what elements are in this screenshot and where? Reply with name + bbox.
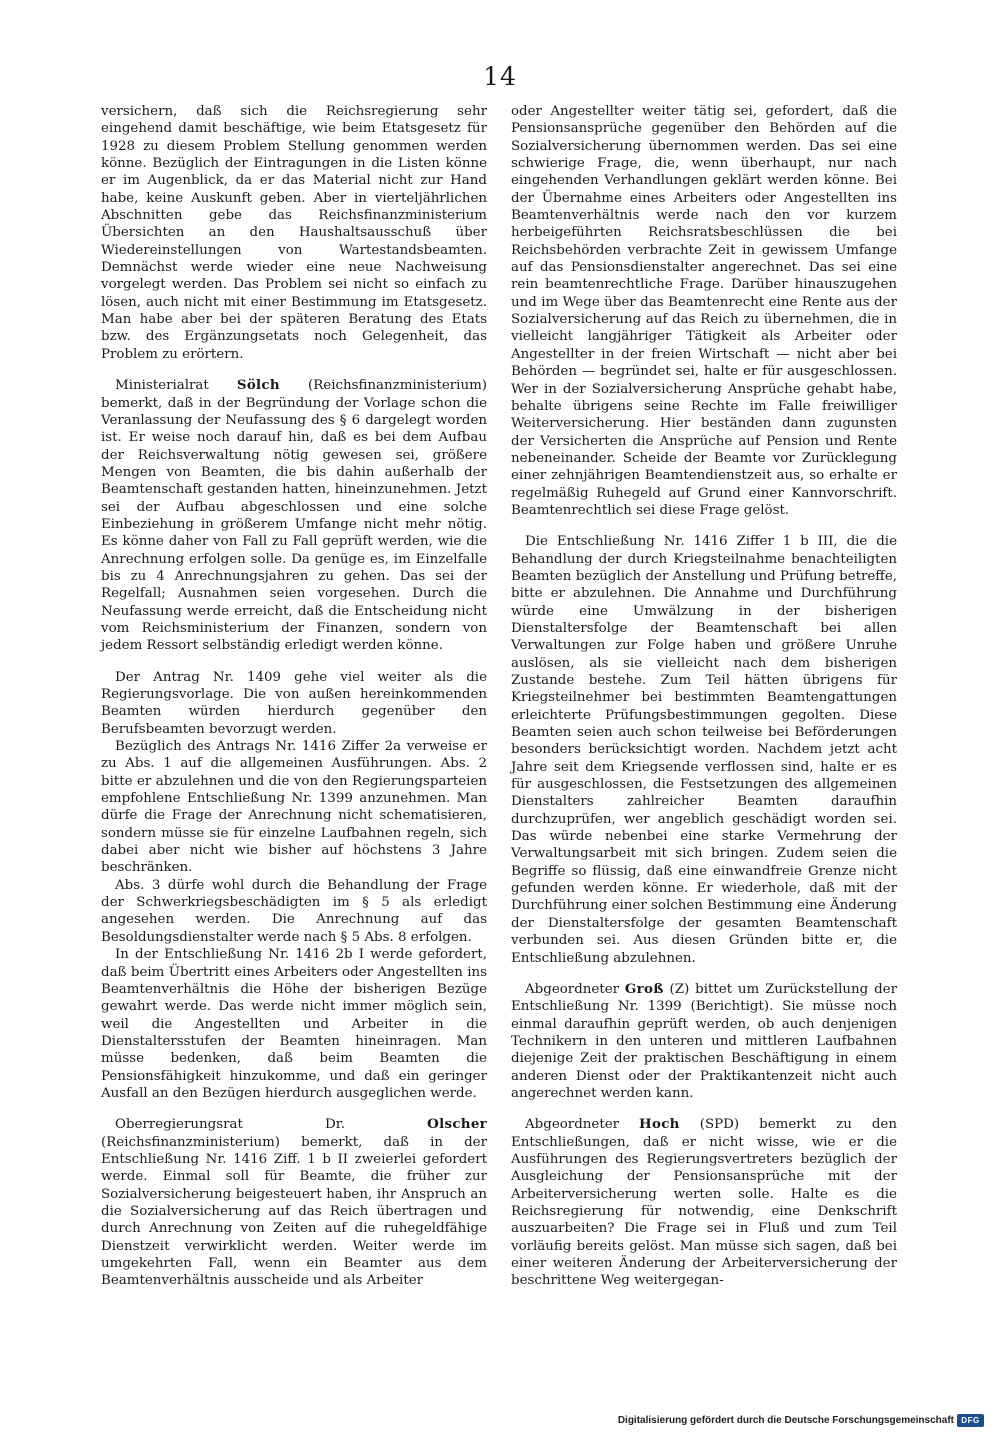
speaker-name: Olscher	[427, 1116, 487, 1133]
text-run: Abgeordneter	[525, 981, 625, 997]
left-column	[101, 103, 487, 1290]
right-column	[511, 103, 897, 1290]
digitization-footer	[584, 1414, 984, 1428]
text-run: (Z) bittet um Zurückstellung der Entschließung Nr. 1399 (Berichtigt). Sie müsse noch einmal daraufhin geprüft werden, ob auch denjenigen Technikern in den unteren und mittleren Laufbahnen diejenige Zeit der praktischen Beschäftigung in einem anderen Dienst oder der Praktikantenzeit nicht auch angerechnet werden kann.	[511, 981, 897, 1101]
paragraph-hoch	[511, 1116, 897, 1289]
text-run: (Reichsfinanzministerium) bemerkt, daß in der Begründung der Vorlage schon die Veranlassung der Neufassung des § 6 dargelegt worden ist. Er weise noch darauf hin, daß es bei dem Aufbau der Reichsverwaltung nötig gewesen sei, größere Mengen von Beamten, die bis dahin außerhalb der Beamtenschaft gestanden hatten, hineinzunehmen. Jetzt sei der Aufbau abgeschlossen und eine solche Einbeziehung in größerem Umfange nicht mehr nötig. Es könne daher von Fall zu Fall geprüft werden, wie die Anrechnung erfolgen solle. Da genüge es, im Einzelfalle bis zu 4 Anrechnungsjahren zu gehen. Das sei der Regelfall; Ausnahmen seien vorgesehen. Durch die Neufassung werde erreicht, daß die Entscheidung nicht vom Reichsministerium der Finanzen, sondern von jedem Ressort selbständig erledigt werden könne.	[101, 378, 487, 654]
dfg-logo-icon: DFG	[957, 1414, 984, 1427]
speaker-name: Groß	[624, 980, 664, 997]
paragraph: Die Entschließung Nr. 1416 Ziffer 1 b III, die die Behandlung der durch Kriegsteilnahme benachteiligten Beamten bezüglich der Anstellung und Prüfung betreffe, bitte er abzulehnen. Die Annahme und Durchführung würde eine Umwälzung in der bisherigen Dienstaltersfolge der Beamtenschaft bei allen Verwaltungen zur Folge haben und größere Unruhe auslösen, als sie vielleicht nach dem bisherigen Zustande bestehe. Zum Teil hätten übrigens für Kriegsteilnehmer bei bestimmten Beamtengattungen erleichterte Prüfungsbestimmungen gegolten. Diese Beamten seien auch schon teilweise bei Beförderungen besonders berücksichtigt worden. Nachdem jetzt acht Jahre seit dem Kriegsende verflossen sind, halte er es für ausgeschlossen, die Festsetzungen des allgemeinen Dienstalters zahlreicher Beamten daraufhin durchzuprüfen, wer angeblich geschädigt worden sei. Das würde nebenbei eine starke Vermehrung der Verwaltungsarbeit mit sich bringen. Zudem seien die Begriffe so flüssig, daß eine einwandfreie Grenze nicht gefunden werden könne. Er wiederhole, daß mit der Durchführung einer solchen Bestimmung eine Änderung der Dienstaltersfolge der gesamten Beamtenschaft verbunden sei. Aus diesen Gründen bitte er, die Entschließung abzulehnen.	[511, 534, 897, 966]
paragraph-soelch	[101, 377, 487, 655]
speaker-name: Sölch	[236, 377, 280, 394]
paragraph: In der Entschließung Nr. 1416 2b I werde gefordert, daß beim Übertritt eines Arbeiters oder Angestellten ins Beamtenverhältnis die Höhe der bisherigen Bezüge gewahrt werde. Das werde nicht immer möglich sein, weil die Angestellten und Arbeiter in die Dienstaltersstufen der Beamten hineinragen. Man müsse bedenken, daß beim Beamten die Pensionsfähigkeit hinzukomme, und daß ein geringer Ausfall an den Bezügen hierdurch ausgeglichen werde.	[101, 947, 487, 1101]
paragraph: Der Antrag Nr. 1409 gehe viel weiter als die Regierungsvorlage. Die von außen hereinkommenden Beamten würden hierdurch gegenüber den Berufsbeamten bevorzugt werden.	[101, 669, 487, 737]
text-run: (Reichsfinanzministerium) bemerkt, daß in der Entschließung Nr. 1416 Ziff. 1 b II zweierlei gefordert werde. Einmal soll für Beamte, die früher zur Sozialversicherung beigesteuert haben, ihr Anspruch an die Sozialversicherung auf das Reich übertragen und durch Anrechnung von Zeiten auf die ruhegeldfähige Dienstzeit verwirklicht werden. Weiter werde im umgekehrten Fall, wenn ein Beamter aus dem Beamtenverhältnis ausscheide und als Arbeiter	[101, 1134, 487, 1289]
paragraph: versichern, daß sich die Reichsregierung sehr eingehend damit beschäftige, wie beim Etatsgesetz für 1928 zu diesem Problem Stellung genommen werden könne. Bezüglich der Eintragungen in die Listen könne er im Augenblick, da er das Material nicht zur Hand habe, keine Auskunft geben. Aber in vierteljährlichen Abschnitten gebe das Reichsfinanzministerium Übersichten an den Haushaltsausschuß über Wiedereinstellungen von Wartestandsbeamten. Demnächst werde wieder eine neue Nachweisung vorgelegt werden. Das Problem sei nicht so einfach zu lösen, auch nicht mit einer Bestimmung im Etatsgesetz. Man habe aber bei der späteren Beratung des Etats bzw. des Ergänzungsetats noch Gelegenheit, das Problem zu erörtern.	[101, 104, 487, 362]
paragraph-gross	[511, 981, 897, 1102]
text-run: Ministerialrat	[115, 378, 237, 394]
paragraph: Bezüglich des Antrags Nr. 1416 Ziffer 2a verweise er zu Abs. 1 auf die allgemeinen Ausführungen. Abs. 2 bitte er abzulehnen und die von den Regierungsparteien empfohlene Entschließung Nr. 1399 anzunehmen. Man dürfe die Frage der Anrechnung nicht schematisieren, sondern müsse sie für einzelne Laufbahnen regeln, sich dabei aber nicht wie bisher auf höchstens 3 Jahre beschränken.	[101, 739, 487, 876]
page-number: 14	[483, 62, 517, 91]
footer-text: Digitalisierung gefördert durch die Deutsche Forschungsgemeinschaft	[617, 1415, 954, 1426]
paragraph-olscher	[101, 1116, 487, 1289]
text-run: Oberregierungsrat Dr.	[115, 1117, 428, 1133]
text-run: (SPD) bemerkt zu den Entschließungen, daß er nicht wisse, wie er die Ausführungen des Regierungsvertreters bezüglich der Ausgleichung der Pensionsansprüche mit der Arbeiterversicherung werten solle. Halte es die Reichsregierung für notwendig, eine Denkschrift auszuarbeiten? Die Frage sei in Fluß und zum Teil vorläufig bereits gelöst. Man müsse sich sagen, daß bei einer weiteren Änderung der Arbeiterversicherung der beschrittene Weg weitergegan-	[511, 1117, 897, 1289]
paragraph: oder Angestellter weiter tätig sei, gefordert, daß die Pensionsansprüche gegenüber den Behörden auf die Sozialversicherung übernommen werden. Das sei eine schwierige Frage, die, wenn überhaupt, nur nach eingehenden Verhandlungen geklärt werden könne. Bei der Übernahme eines Arbeiters oder Angestellten ins Beamtenverhältnis werde nach den vor kurzem herbeigeführten Reichsratsbeschlüssen die bei Reichsbehörden verbrachte Zeit in gewissem Umfange auf das Pensionsdienstalter angerechnet. Das sei eine rein beamtenrechtliche Frage. Darüber hinauszugehen und im Wege über das Beamtenrecht eine Rente aus der Sozialversicherung auf das Reich zu übernehmen, die in vielleicht langjähriger Tätigkeit als Arbeiter oder Angestellter in der freien Wirtschaft — nicht aber bei Behörden — begründet sei, halte er für ausgeschlossen. Wer in der Sozialversicherung Ansprüche gehabt habe, behalte übrigens seine Rechte im Falle freiwilliger Weiterversicherung. Hier beständen dann zugunsten der Versicherten die Ansprüche auf Pension und Rente nebeneinander. Scheide der Beamte vor Zurücklegung einer zehnjährigen Beamtendienstzeit aus, so erhalte er regelmäßig Ruhegeld auf Grund einer Kannvorschrift. Beamtenrechtlich sei diese Frage gelöst.	[511, 104, 897, 518]
text-run: Abgeordneter	[525, 1117, 640, 1133]
speaker-name: Hoch	[639, 1116, 680, 1133]
paragraph: Abs. 3 dürfe wohl durch die Behandlung der Frage der Schwerkriegsbeschädigten im § 5 als erledigt angesehen werden. Die Anrechnung auf das Besoldungsdienstalter werde nach § 5 Abs. 8 erfolgen.	[101, 877, 487, 945]
